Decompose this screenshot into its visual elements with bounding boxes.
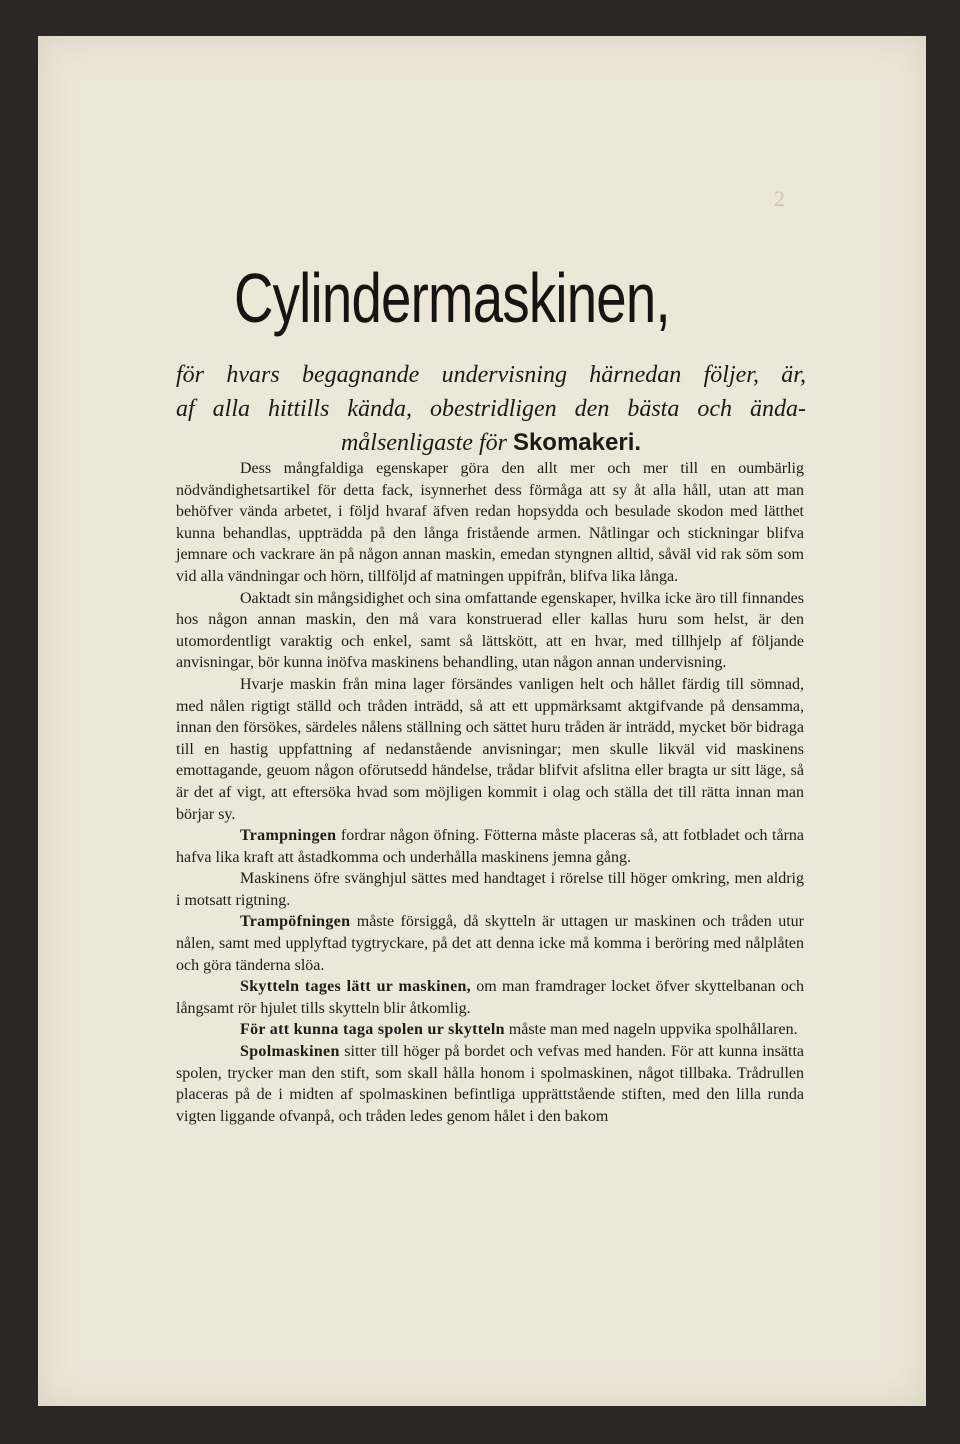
page-number: 2 — [774, 186, 785, 211]
paragraph-lead: Spolmaskinen — [240, 1043, 340, 1061]
subtitle-brand: Skomakeri. — [512, 429, 642, 456]
paragraph-lead: Trampöfningen — [240, 913, 351, 931]
paragraph-trampofningen — [176, 911, 804, 976]
subtitle-line-1: för hvars begagnande undervisning härnedan följer, är, — [176, 362, 806, 388]
document-body — [176, 458, 804, 1127]
subtitle-line-2: af alla hittills kända, obestridligen den bästa och ända- — [176, 396, 806, 422]
paragraph-spolmaskinen — [176, 1041, 804, 1127]
paragraph-text: måste försiggå, då skytteln är uttagen ur maskinen och tråden utur nålen, samt med upplyftad tygtryckare, på det att denna icke må komma i beröring med nålplåten och göra tänderna slöa. — [176, 913, 804, 974]
paragraph-text: Oaktadt sin mångsidighet och sina omfattande egenskaper, hvilka icke äro till finnandes hos någon annan maskin, den må vara konstruerad eller kallas huru som helst, är den utomordentligt varaktig och enkel, samt så lättskött, att en hvar, med tillhjelp af följande anvisningar, bör kunna inöfva maskinens behandling, utan någon annan undervisning. — [176, 589, 804, 672]
paragraph-text: Hvarje maskin från mina lager försändes vanligen helt och hållet färdig till sömnad, med nålen rigtigt ställd och tråden inträdd, så att ett uppmärksamt aktgifvande på densamma, innan den försökes, särdeles nålens ställning och sättet huru tråden är inträdd, mycket bör bidraga till en hastig uppfattning af nedanstående anvisningar; men skulle likväl vid maskinens emottagande, geuom någon oförutsedd händelse, trådar blifvit afslitna eller bragta ur sitt läge, så är det af vigt, att eftersöka hvad som möjligen kommit i olag och ställa det till rätta innan man börjar sy. — [176, 675, 804, 823]
paragraph-1 — [176, 458, 804, 588]
document-page — [38, 36, 926, 1406]
paragraph-trampningen — [176, 825, 804, 868]
paragraph-text: fordrar någon öfning. Fötterna måste placeras så, att fotbladet och tårna hafva lika kraft att åstadkomma och underhålla maskinens jemna gång. — [176, 827, 804, 866]
paragraph-3 — [176, 674, 804, 825]
subtitle-line-3 — [176, 426, 806, 460]
paragraph-spolen — [176, 1019, 804, 1041]
paragraph-lead: För att kunna taga spolen ur skytteln — [240, 1021, 505, 1039]
paragraph-skytteln — [176, 976, 804, 1019]
document-title: Cylindermaskinen, — [234, 259, 670, 337]
paragraph-text: Maskinens öfre svänghjul sättes med handtaget i rörelse till höger omkring, men aldrig i motsatt rigtning. — [176, 870, 804, 909]
paragraph-lead: Trampningen — [240, 827, 337, 845]
paragraph-text: måste man med nageln uppvika spolhållaren. — [504, 1021, 798, 1039]
paragraph-5 — [176, 868, 804, 911]
paragraph-text: om man framdrager locket öfver skyttelbanan och långsamt rör hjulet tills skytteln blir åtkomlig. — [176, 978, 805, 1017]
paragraph-text: sitter till höger på bordet och vefvas med handen. För att kunna insätta spolen, trycker man den stift, som skall hålla honom i spolmaskinen, något tillbaka. Trådrullen placeras på de i midten af spolmaskinen befintliga upprättstående stiften, med den lilla runda vigten liggande ofvanpå, och tråden ledes genom hålet i den bakom — [176, 1043, 804, 1125]
paragraph-text: Dess mångfaldiga egenskaper göra den allt mer och mer till en oumbärlig nödvändighetsartikel för detta fack, isynnerhet dess förmåga att sy åt alla håll, utan att man behöfver vända arbetet, i följd hvaraf äfven redan hopsydda och besulade skodon med lätthet kunna behandlas, uppträdda på den långa fristående armen. Nåtlingar och stickningar blifva jemnare och vackrare än på någon annan maskin, emedan styngnen alltid, såväl vid rak söm som vid alla vändningar och hörn, tillföljd af matningen uppifrån, blifva lika långa. — [176, 460, 804, 585]
paragraph-lead: Skytteln tages lätt ur maskinen, — [240, 978, 471, 996]
subtitle-line-3-text: målsenligaste för — [340, 430, 513, 456]
paragraph-2 — [176, 588, 804, 674]
document-subtitle — [176, 358, 806, 460]
